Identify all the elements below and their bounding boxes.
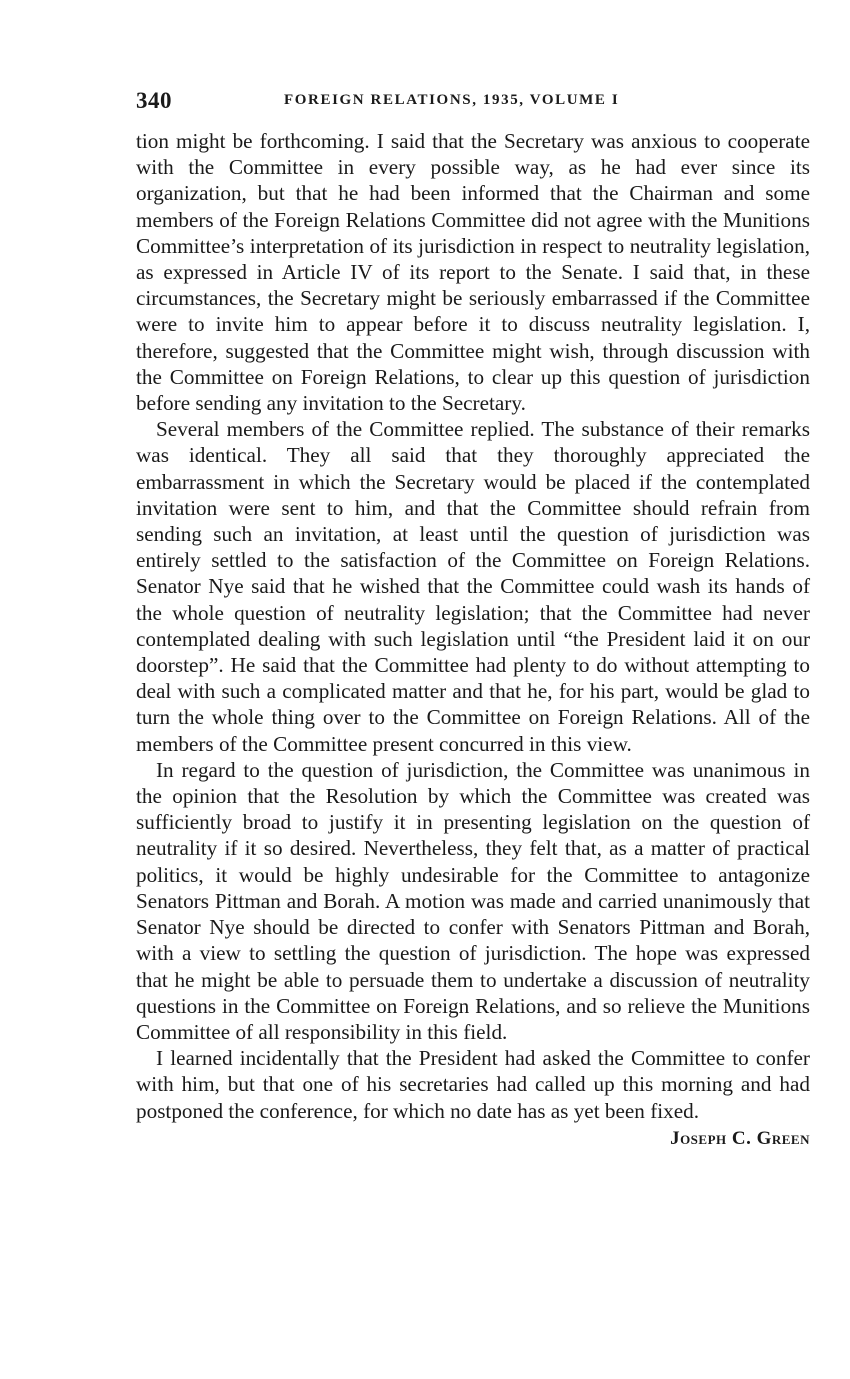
paragraph-committee-reply: Several members of the Committee replied. The substance of their remarks was identical. They all said that they thoroughly appreciated the embarrassment in which the Secretary would be placed if the contemplated invitation were sent to him, and that the Committee should refrain from sending such an invitation, at least until the question of jurisdiction was entirely settled to the satisfaction of the Committee on Foreign Relations. Senator Nye said that he wished that the Committee could wash its hands of the whole question of neutrality legislation; that the Committee had never contemplated dealing with such legislation until “the President laid it on our doorstep”. He said that the Committee had plenty to do without attempting to deal with such a complicated matter and that he, for his part, would be glad to turn the whole thing over to the Committee on Foreign Relations. All of the members of the Committee present concurred in this view.: [136, 417, 810, 756]
paragraph-president-conference: I learned incidentally that the President had asked the Committee to confer with him, but that one of his secretaries had called up this morning and had postponed the conference, for which no date has as yet been fixed.: [136, 1046, 810, 1123]
document-page: [136, 88, 810, 1150]
running-header: [136, 88, 810, 118]
paragraph-jurisdiction: In regard to the question of jurisdiction, the Committee was unanimous in the opinion that the Resolution by which the Committee was created was sufficiently broad to justify it in presenting legislation on the question of neutrality if it so desired. Nevertheless, they felt that, as a matter of practical politics, it would be highly undesirable for the Committee to antagonize Senators Pittman and Borah. A motion was made and carried unanimously that Senator Nye should be directed to confer with Senators Pittman and Borah, with a view to settling the question of jurisdiction. The hope was expressed that he might be able to persuade them to undertake a discussion of neutrality questions in the Committee on Foreign Relations, and so relieve the Munitions Committee of all responsibility in this field.: [136, 757, 810, 1044]
paragraph-continuation: tion might be forthcoming. I said that the Secretary was anxious to cooperate with the Committee in every possible way, as he had ever since its organization, but that he had been informed that the Chairman and some members of the Foreign Relations Committee did not agree with the Munitions Committee’s interpretation of its jurisdiction in respect to neutrality legislation, as expressed in Article IV of its report to the Senate. I said that, in these circumstances, the Secretary might be seriously embarrassed if the Committee were to invite him to appear before it to discuss neutrality legislation. I, therefore, suggested that the Committee might wish, through discussion with the Committee on Foreign Relations, to clear up this question of jurisdiction before sending any invitation to the Secretary.: [136, 129, 810, 416]
page-number: 340: [136, 88, 172, 113]
running-title: FOREIGN RELATIONS, 1935, VOLUME I: [284, 92, 620, 108]
signature: Joseph C. Green: [670, 1127, 810, 1149]
